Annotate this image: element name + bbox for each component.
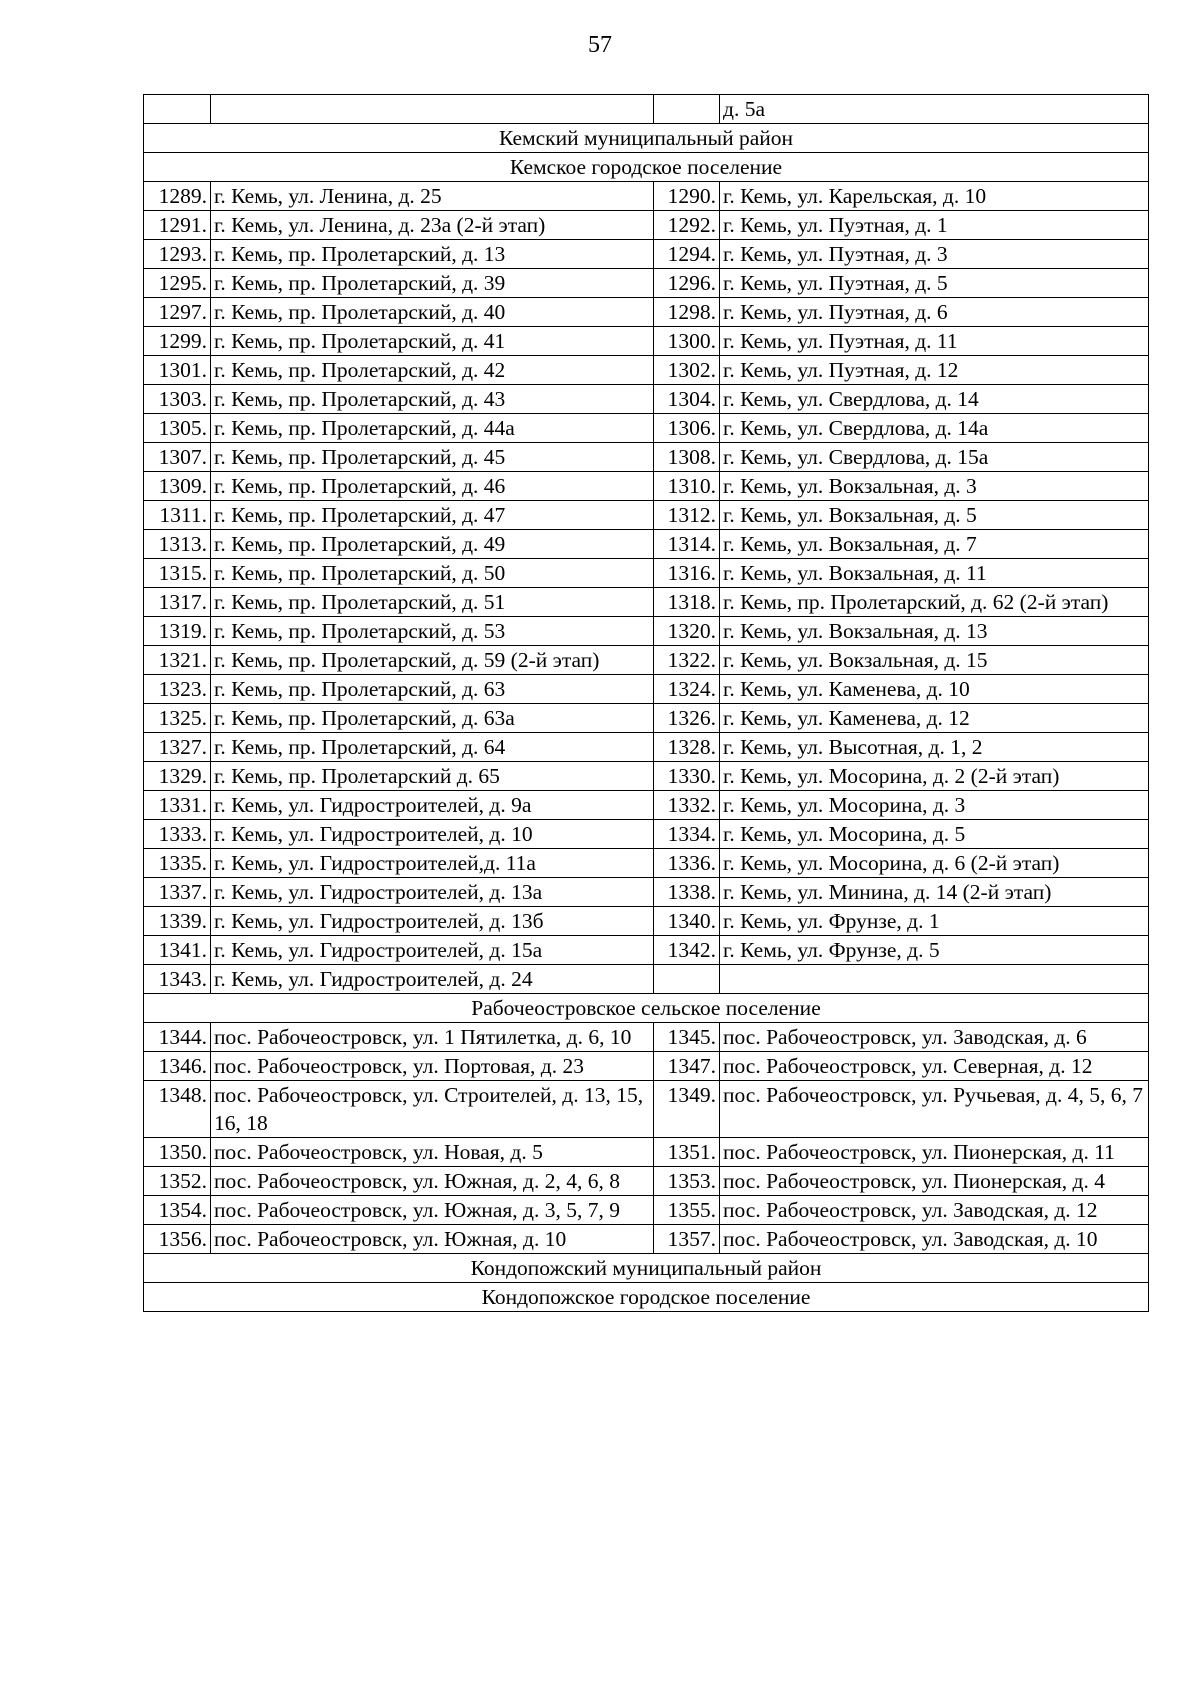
address-left: г. Кемь, ул. Ленина, д. 25 (211, 182, 654, 211)
address-right: г. Кемь, ул. Пуэтная, д. 5 (720, 269, 1149, 298)
page-number: 57 (588, 32, 612, 58)
entry-number-right: 1302. (654, 356, 720, 385)
address-right: г. Кемь, ул. Каменева, д. 12 (720, 704, 1149, 733)
section-title: Кондопожское городское поселение (144, 1283, 1149, 1312)
entry-number-right: 1357. (654, 1225, 720, 1254)
entry-number-left: 1337. (144, 878, 211, 907)
entry-number-left: 1295. (144, 269, 211, 298)
address-left: г. Кемь, пр. Пролетарский, д. 51 (211, 588, 654, 617)
address-left: г. Кемь, ул. Гидростроителей, д. 13а (211, 878, 654, 907)
table-row (144, 327, 1149, 356)
address-left: г. Кемь, пр. Пролетарский, д. 41 (211, 327, 654, 356)
table-row (144, 762, 1149, 791)
entry-number-left: 1350. (144, 1138, 211, 1167)
address-right: г. Кемь, ул. Мосорина, д. 5 (720, 820, 1149, 849)
table-row (144, 472, 1149, 501)
entry-number-left: 1303. (144, 385, 211, 414)
table-row (144, 182, 1149, 211)
address-left: г. Кемь, пр. Пролетарский, д. 45 (211, 443, 654, 472)
table-row (144, 530, 1149, 559)
entry-number-left: 1344. (144, 1023, 211, 1052)
entry-number-right: 1296. (654, 269, 720, 298)
address-right: г. Кемь, ул. Высотная, д. 1, 2 (720, 733, 1149, 762)
entry-number-left: 1315. (144, 559, 211, 588)
table-row (144, 907, 1149, 936)
table-row (144, 1081, 1149, 1138)
section-title: Кемский муниципальный район (144, 124, 1149, 153)
address-left: г. Кемь, пр. Пролетарский, д. 44а (211, 414, 654, 443)
entry-number-left: 1317. (144, 588, 211, 617)
address-left: г. Кемь, пр. Пролетарский, д. 13 (211, 240, 654, 269)
address-left: г. Кемь, пр. Пролетарский, д. 59 (2-й этап) (211, 646, 654, 675)
table-row (144, 211, 1149, 240)
table-row (144, 269, 1149, 298)
address-right (720, 965, 1149, 994)
section-header-row (144, 994, 1149, 1023)
address-left: г. Кемь, пр. Пролетарский, д. 39 (211, 269, 654, 298)
entry-number-left: 1341. (144, 936, 211, 965)
address-left: г. Кемь, ул. Гидростроителей, д. 24 (211, 965, 654, 994)
address-right: пос. Рабочеостровск, ул. Северная, д. 12 (720, 1052, 1149, 1081)
entry-number-right: 1336. (654, 849, 720, 878)
address-right: пос. Рабочеостровск, ул. Заводская, д. 12 (720, 1196, 1149, 1225)
entry-number-right: 1290. (654, 182, 720, 211)
entry-number-right: 1324. (654, 675, 720, 704)
address-left: г. Кемь, пр. Пролетарский, д. 63 (211, 675, 654, 704)
entry-number-right: 1306. (654, 414, 720, 443)
address-left: пос. Рабочеостровск, ул. Южная, д. 2, 4, 6, 8 (211, 1167, 654, 1196)
address-right: г. Кемь, ул. Вокзальная, д. 7 (720, 530, 1149, 559)
entry-number-right: 1304. (654, 385, 720, 414)
section-header-row (144, 1283, 1149, 1312)
entry-number-right: 1332. (654, 791, 720, 820)
address-right: г. Кемь, ул. Карельская, д. 10 (720, 182, 1149, 211)
entry-number-right: 1342. (654, 936, 720, 965)
address-right: г. Кемь, ул. Вокзальная, д. 11 (720, 559, 1149, 588)
table-row (144, 1138, 1149, 1167)
address-left: пос. Рабочеостровск, ул. 1 Пятилетка, д. 6, 10 (211, 1023, 654, 1052)
address-left: г. Кемь, пр. Пролетарский, д. 49 (211, 530, 654, 559)
address-right: г. Кемь, пр. Пролетарский, д. 62 (2-й этап) (720, 588, 1149, 617)
entry-number-right: 1314. (654, 530, 720, 559)
address-right: г. Кемь, ул. Каменева, д. 10 (720, 675, 1149, 704)
address-right: пос. Рабочеостровск, ул. Заводская, д. 10 (720, 1225, 1149, 1254)
table-row (144, 849, 1149, 878)
entry-number-right: 1345. (654, 1023, 720, 1052)
entry-number-left: 1297. (144, 298, 211, 327)
entry-number-left: 1333. (144, 820, 211, 849)
entry-number-right: 1292. (654, 211, 720, 240)
address-left: г. Кемь, ул. Гидростроителей,д. 11а (211, 849, 654, 878)
entry-number-left: 1301. (144, 356, 211, 385)
address-left: г. Кемь, ул. Гидростроителей, д. 13б (211, 907, 654, 936)
entry-number-left: 1339. (144, 907, 211, 936)
entry-number-left: 1323. (144, 675, 211, 704)
entry-number-right: 1353. (654, 1167, 720, 1196)
address-right: г. Кемь, ул. Вокзальная, д. 13 (720, 617, 1149, 646)
address-right: г. Кемь, ул. Мосорина, д. 3 (720, 791, 1149, 820)
address-right: г. Кемь, ул. Пуэтная, д. 3 (720, 240, 1149, 269)
entry-number-right: 1310. (654, 472, 720, 501)
entry-number-right: 1355. (654, 1196, 720, 1225)
entry-number-right: 1334. (654, 820, 720, 849)
address-left: г. Кемь, пр. Пролетарский, д. 53 (211, 617, 654, 646)
address-left (211, 95, 654, 124)
entry-number-right: 1326. (654, 704, 720, 733)
entry-number-right: 1347. (654, 1052, 720, 1081)
table-row (144, 559, 1149, 588)
entry-number-left (144, 95, 211, 124)
entry-number-left: 1325. (144, 704, 211, 733)
address-right: г. Кемь, ул. Пуэтная, д. 1 (720, 211, 1149, 240)
address-left: пос. Рабочеостровск, ул. Портовая, д. 23 (211, 1052, 654, 1081)
address-right: г. Кемь, ул. Свердлова, д. 15а (720, 443, 1149, 472)
table-row (144, 385, 1149, 414)
entry-number-right: 1308. (654, 443, 720, 472)
entry-number-right: 1328. (654, 733, 720, 762)
entry-number-right: 1320. (654, 617, 720, 646)
address-right: г. Кемь, ул. Свердлова, д. 14а (720, 414, 1149, 443)
table-row (144, 1052, 1149, 1081)
entry-number-left: 1327. (144, 733, 211, 762)
section-header-row (144, 124, 1149, 153)
address-right: г. Кемь, ул. Минина, д. 14 (2-й этап) (720, 878, 1149, 907)
address-left: пос. Рабочеостровск, ул. Южная, д. 10 (211, 1225, 654, 1254)
table-row (144, 1023, 1149, 1052)
entry-number-right: 1351. (654, 1138, 720, 1167)
address-left: г. Кемь, ул. Гидростроителей, д. 10 (211, 820, 654, 849)
entry-number-left: 1354. (144, 1196, 211, 1225)
table-row (144, 240, 1149, 269)
table-row (144, 820, 1149, 849)
entry-number-right: 1316. (654, 559, 720, 588)
table-row (144, 646, 1149, 675)
entry-number-right: 1349. (654, 1081, 720, 1138)
table-row (144, 936, 1149, 965)
address-left: г. Кемь, пр. Пролетарский, д. 47 (211, 501, 654, 530)
entry-number-left: 1293. (144, 240, 211, 269)
entry-number-left: 1299. (144, 327, 211, 356)
table-row (144, 733, 1149, 762)
table-row (144, 443, 1149, 472)
entry-number-right (654, 95, 720, 124)
section-header-row (144, 153, 1149, 182)
entry-number-right: 1330. (654, 762, 720, 791)
entry-number-right: 1300. (654, 327, 720, 356)
address-right: пос. Рабочеостровск, ул. Заводская, д. 6 (720, 1023, 1149, 1052)
address-left: г. Кемь, пр. Пролетарский, д. 42 (211, 356, 654, 385)
entry-number-right (654, 965, 720, 994)
entry-number-right: 1294. (654, 240, 720, 269)
section-title: Кондопожский муниципальный район (144, 1254, 1149, 1283)
entry-number-left: 1331. (144, 791, 211, 820)
address-right: г. Кемь, ул. Пуэтная, д. 6 (720, 298, 1149, 327)
section-title: Кемское городское поселение (144, 153, 1149, 182)
address-left: г. Кемь, пр. Пролетарский, д. 64 (211, 733, 654, 762)
address-right: пос. Рабочеостровск, ул. Ручьевая, д. 4, 5, 6, 7 (720, 1081, 1149, 1138)
entry-number-left: 1329. (144, 762, 211, 791)
entry-number-left: 1319. (144, 617, 211, 646)
table-row (144, 617, 1149, 646)
address-left: г. Кемь, ул. Гидростроителей, д. 15а (211, 936, 654, 965)
address-left: г. Кемь, пр. Пролетарский, д. 50 (211, 559, 654, 588)
table-row (144, 501, 1149, 530)
table-row (144, 965, 1149, 994)
address-left: г. Кемь, пр. Пролетарский, д. 63а (211, 704, 654, 733)
address-right: г. Кемь, ул. Свердлова, д. 14 (720, 385, 1149, 414)
address-left: г. Кемь, пр. Пролетарский, д. 43 (211, 385, 654, 414)
table-row (144, 588, 1149, 617)
entry-number-right: 1340. (654, 907, 720, 936)
table-row (144, 675, 1149, 704)
address-right: г. Кемь, ул. Вокзальная, д. 3 (720, 472, 1149, 501)
table-row (144, 95, 1149, 124)
entry-number-right: 1322. (654, 646, 720, 675)
address-right: г. Кемь, ул. Мосорина, д. 2 (2-й этап) (720, 762, 1149, 791)
entry-number-right: 1338. (654, 878, 720, 907)
entry-number-left: 1348. (144, 1081, 211, 1138)
entry-number-left: 1305. (144, 414, 211, 443)
address-right: г. Кемь, ул. Пуэтная, д. 12 (720, 356, 1149, 385)
table-row (144, 1196, 1149, 1225)
address-right: пос. Рабочеостровск, ул. Пионерская, д. 4 (720, 1167, 1149, 1196)
entry-number-left: 1309. (144, 472, 211, 501)
table-row (144, 878, 1149, 907)
entry-number-left: 1321. (144, 646, 211, 675)
entry-number-right: 1298. (654, 298, 720, 327)
address-left: г. Кемь, пр. Пролетарский д. 65 (211, 762, 654, 791)
address-right: г. Кемь, ул. Вокзальная, д. 5 (720, 501, 1149, 530)
address-right: г. Кемь, ул. Вокзальная, д. 15 (720, 646, 1149, 675)
address-table (143, 94, 1149, 1312)
entry-number-left: 1289. (144, 182, 211, 211)
entry-number-left: 1343. (144, 965, 211, 994)
address-left: пос. Рабочеостровск, ул. Строителей, д. 13, 15, 16, 18 (211, 1081, 654, 1138)
section-title: Рабочеостровское сельское поселение (144, 994, 1149, 1023)
entry-number-right: 1318. (654, 588, 720, 617)
entry-number-right: 1312. (654, 501, 720, 530)
address-right: г. Кемь, ул. Фрунзе, д. 1 (720, 907, 1149, 936)
table-row (144, 356, 1149, 385)
entry-number-left: 1335. (144, 849, 211, 878)
address-right: г. Кемь, ул. Мосорина, д. 6 (2-й этап) (720, 849, 1149, 878)
section-header-row (144, 1254, 1149, 1283)
address-left: пос. Рабочеостровск, ул. Новая, д. 5 (211, 1138, 654, 1167)
address-left: г. Кемь, ул. Ленина, д. 23а (2-й этап) (211, 211, 654, 240)
table-row (144, 704, 1149, 733)
table-row (144, 1167, 1149, 1196)
entry-number-left: 1356. (144, 1225, 211, 1254)
entry-number-left: 1291. (144, 211, 211, 240)
address-right: д. 5а (720, 95, 1149, 124)
table-row (144, 791, 1149, 820)
address-right: пос. Рабочеостровск, ул. Пионерская, д. 11 (720, 1138, 1149, 1167)
entry-number-left: 1346. (144, 1052, 211, 1081)
address-left: г. Кемь, ул. Гидростроителей, д. 9а (211, 791, 654, 820)
table-row (144, 1225, 1149, 1254)
entry-number-left: 1311. (144, 501, 211, 530)
address-left: пос. Рабочеостровск, ул. Южная, д. 3, 5, 7, 9 (211, 1196, 654, 1225)
address-left: г. Кемь, пр. Пролетарский, д. 40 (211, 298, 654, 327)
entry-number-left: 1352. (144, 1167, 211, 1196)
table-row (144, 298, 1149, 327)
entry-number-left: 1307. (144, 443, 211, 472)
table-row (144, 414, 1149, 443)
entry-number-left: 1313. (144, 530, 211, 559)
address-left: г. Кемь, пр. Пролетарский, д. 46 (211, 472, 654, 501)
address-right: г. Кемь, ул. Фрунзе, д. 5 (720, 936, 1149, 965)
address-right: г. Кемь, ул. Пуэтная, д. 11 (720, 327, 1149, 356)
address-table-body (144, 95, 1149, 1312)
